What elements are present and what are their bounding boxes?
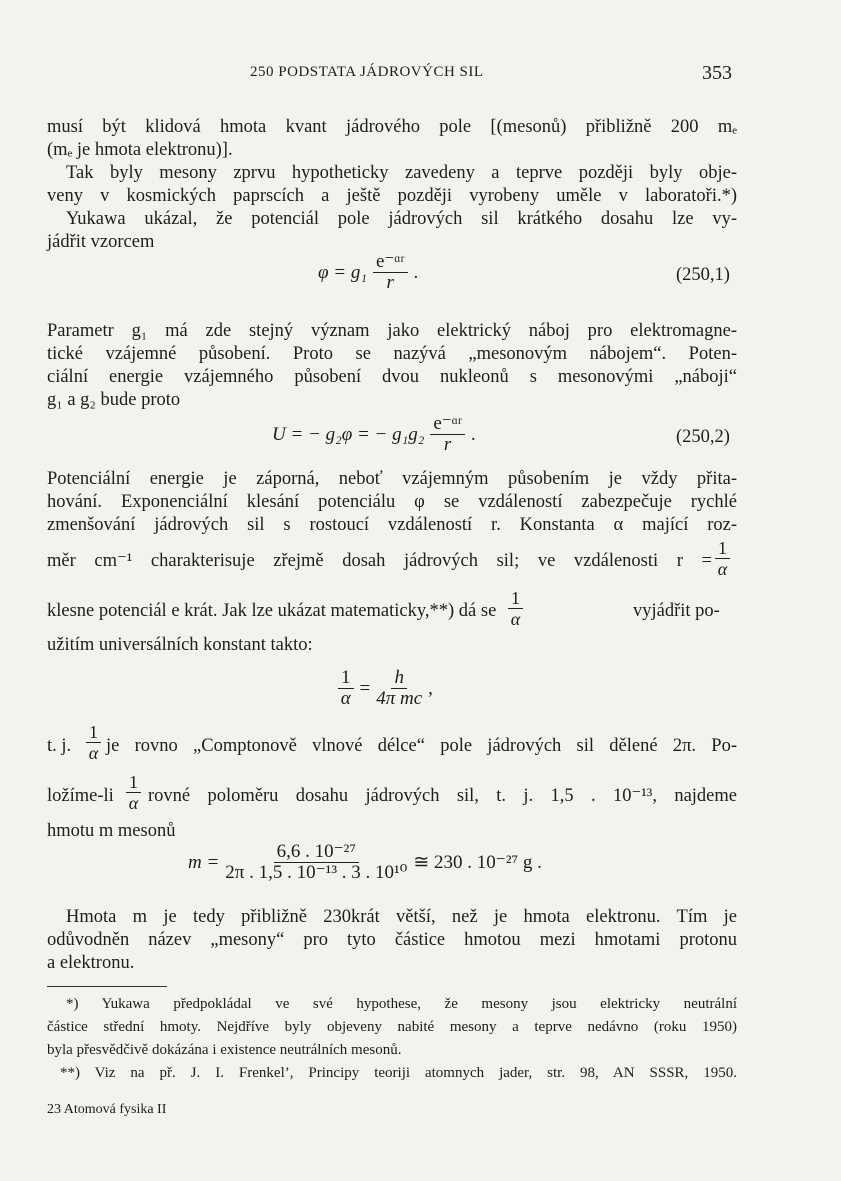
text-line: je rovno „Comptonově vlnové délce“ pole jádrových sil dělené 2π. Po- <box>106 736 737 756</box>
text-line: musí být klidová hmota kvant jádrového pole [(mesonů) přibližně 200 mₑ <box>47 117 737 137</box>
inline-fraction: $\frac{1}{\alpha}$ <box>508 588 523 629</box>
equation-number: (250,2) <box>676 427 730 447</box>
text-line: měr cm⁻¹ charakterisuje zřejmě dosah jádrových sil; ve vzdálenosti r = <box>47 551 712 571</box>
footnote: byla přesvědčivě dokázána i existence neutrálních mesonů. <box>47 1042 402 1058</box>
text-line: ložíme-li <box>47 786 114 806</box>
text-line: klesne potenciál e krát. Jak lze ukázat matematicky,**) dá se <box>47 601 497 621</box>
text-line: a elektronu. <box>47 953 135 973</box>
text-line: hmotu m mesonů <box>47 821 176 841</box>
text-line: ciální energie vzájemného působení dvou nukleonů s mesonovými „náboji“ <box>47 367 737 387</box>
footnote: *) Yukawa předpokládal ve své hypothese, že mesony jsou elektricky neutrální <box>66 996 737 1012</box>
text-line: g₁ a g₂ bude proto <box>47 390 181 410</box>
text-line: odůvodněn název „mesony“ pro tyto částice hmotou mezi hmotami protonu <box>47 930 737 950</box>
printer-signature: 23 Atomová fysika II <box>47 1102 167 1117</box>
formula-meson-mass: m = $\frac{\text{6,6 . 10⁻²⁷}}{\text{2π . 1,5 . 10⁻¹³ . 3 . 10¹⁰}}$ ≅ 230 . 10⁻²⁷ g . <box>188 841 542 883</box>
text-line: Tak byly mesony zprvu hypotheticky zavedeny a teprve později byly obje- <box>66 163 737 183</box>
equation-number: (250,1) <box>676 265 730 285</box>
inline-fraction: $\frac{1}{\alpha}$ <box>715 538 730 579</box>
text-line: Parametr g₁ má zde stejný význam jako elektrický náboj pro elektromagne- <box>47 321 737 341</box>
footnote: **) Viz na př. J. I. Frenkel’, Principy teoriji atomnych jader, str. 98, AN SSSR, 1950. <box>60 1065 737 1081</box>
running-header: 250 PODSTATA JÁDROVÝCH SIL <box>250 64 484 80</box>
text-line: hování. Exponenciální klesání potenciálu φ se vzdáleností zabezpečuje rychlé <box>47 492 737 512</box>
formula-250-2: U = − g₂φ = − g₁g₂ $\frac{\text{e⁻ᵅʳ}}{r}$ . <box>272 413 476 455</box>
text-line: tické vzájemné působení. Proto se nazývá „mesonovým nábojem“. Poten- <box>47 344 737 364</box>
text-line: vyjádřit po- <box>633 601 720 621</box>
text-line: Yukawa ukázal, že potenciál pole jádrových sil krátkého dosahu lze vy- <box>66 209 737 229</box>
inline-fraction: $\frac{1}{\alpha}$ <box>86 722 101 763</box>
text-line: (mₑ je hmota elektronu)]. <box>47 140 233 160</box>
text-line: zmenšování jádrových sil s rostoucí vzdáleností r. Konstanta α mající roz- <box>47 515 737 535</box>
text-line: veny v kosmických paprscích a ještě později vyrobeny uměle v laboratoři.*) <box>47 186 737 206</box>
text-line: t. j. <box>47 736 72 756</box>
formula-250-1: φ = g₁ $\frac{\text{e⁻ᵅʳ}}{r}$ . <box>318 251 419 293</box>
page-number: 353 <box>702 62 732 84</box>
formula-compton: $\frac{1}{\alpha}$ = $\frac{h}{\text{4π mc}}$ , <box>338 668 433 709</box>
text-line: Potenciální energie je záporná, neboť vzájemným působením je vždy přita- <box>47 469 737 489</box>
footnote-divider <box>47 986 167 987</box>
inline-fraction: $\frac{1}{\alpha}$ <box>126 772 141 813</box>
text-line: užitím universálních konstant takto: <box>47 635 313 655</box>
text-line: Hmota m je tedy přibližně 230krát větší, než je hmota elektronu. Tím je <box>66 907 737 927</box>
text-line: rovné poloměru dosahu jádrových sil, t. j. 1,5 . 10⁻¹³, najdeme <box>148 786 737 806</box>
text-line: jádřit vzorcem <box>47 232 155 252</box>
footnote: částice střední hmoty. Nejdříve byly objeveny nabité mesony a teprve nedávno (roku 1950) <box>47 1019 737 1035</box>
